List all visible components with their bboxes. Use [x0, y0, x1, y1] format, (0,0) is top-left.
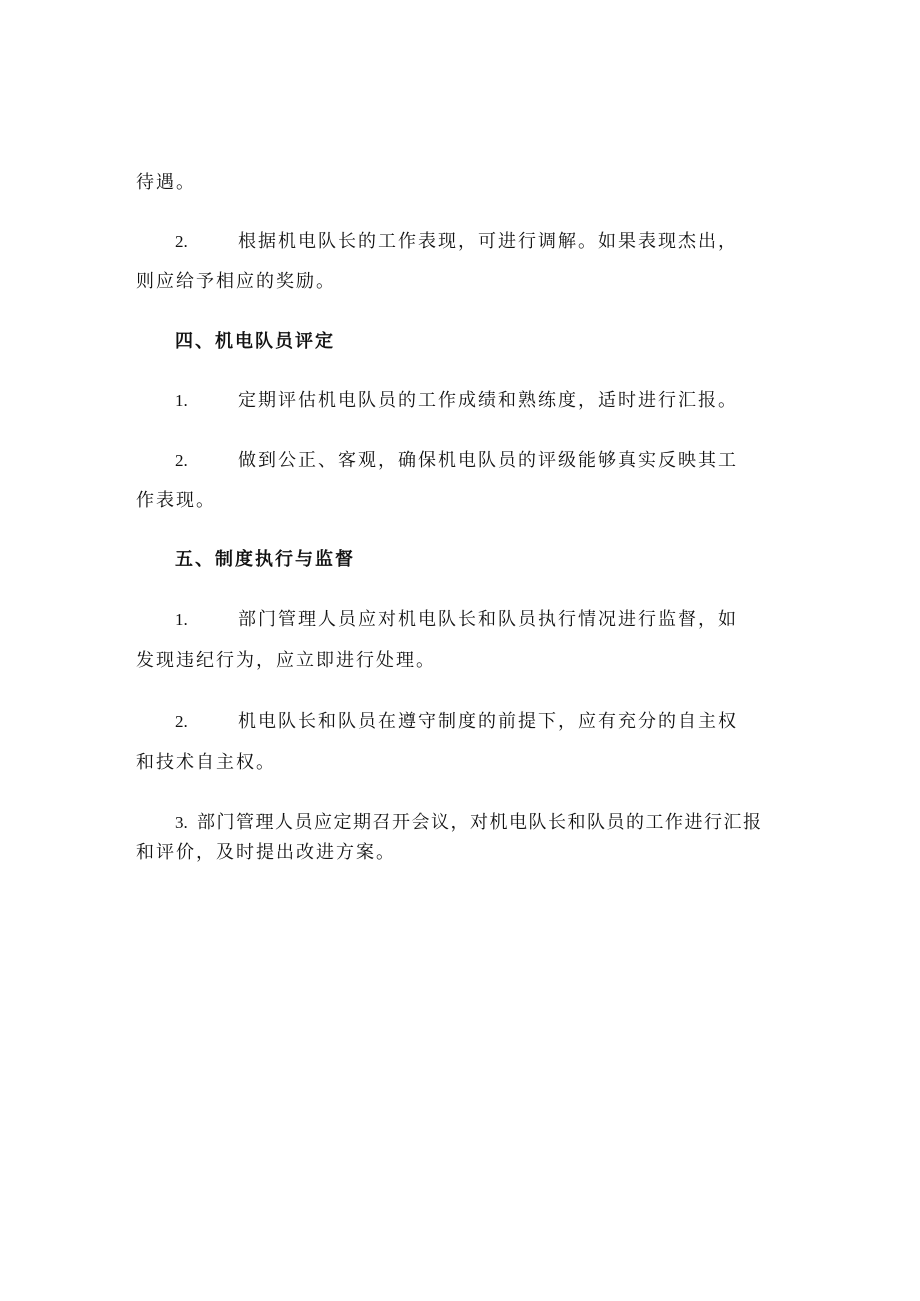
- item-text-line1: 部门管理人员应定期召开会议，对机电队长和队员的工作进行汇报: [197, 812, 763, 833]
- item-number: 2.: [175, 712, 188, 731]
- item-text-line2: 作表现。: [136, 490, 216, 511]
- item-text-line2: 和技术自主权。: [136, 752, 276, 773]
- item-text-line1: 做到公正、客观，确保机电队员的评级能够真实反映其工: [238, 450, 738, 471]
- item-text-line1: 定期评估机电队员的工作成绩和熟练度，适时进行汇报。: [238, 390, 738, 411]
- item-text-line2: 发现违纪行为，应立即进行处理。: [136, 650, 436, 671]
- item-text-line1: 机电队长和队员在遵守制度的前提下，应有充分的自主权: [238, 711, 738, 732]
- item-text-line1: 根据机电队长的工作表现，可进行调解。如果表现杰出，: [238, 231, 738, 252]
- item-number: 2.: [175, 451, 188, 470]
- continuation-text: 待遇。: [136, 172, 196, 193]
- item-number: 1.: [175, 610, 188, 629]
- item-number: 2.: [175, 232, 188, 251]
- section-heading-evaluation: 四、机电队员评定: [175, 331, 335, 352]
- item-number: 3.: [175, 813, 188, 832]
- item-text-line1: 部门管理人员应对机电队长和队员执行情况进行监督，如: [238, 609, 738, 630]
- item-text-line2: 则应给予相应的奖励。: [136, 271, 336, 292]
- section-heading-supervision: 五、制度执行与监督: [175, 549, 355, 570]
- item-number: 1.: [175, 391, 188, 410]
- item-text-line2: 和评价，及时提出改进方案。: [136, 842, 396, 863]
